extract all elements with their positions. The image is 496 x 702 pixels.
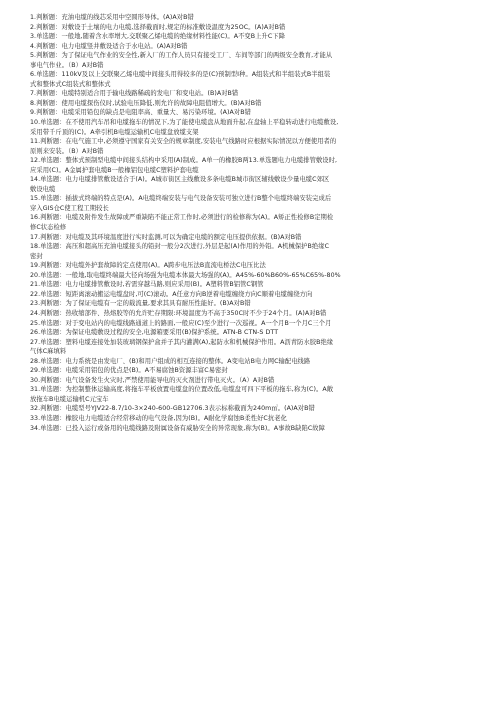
text-line: 22.单选题：短距离滚动搬运电缆盘时,可(C)滚动。A任意方向B逆着电缆缠绕方向C顺着电缆缠绕方向	[30, 290, 313, 298]
text-line: 气体C麻填料	[30, 348, 67, 356]
text-line: 3.单选题：一般地,随着含水率增大,交联聚乙烯电缆的绝缘材料性能(C)。A不变B上升C下降	[30, 33, 285, 41]
text-line: 29.单选题：电缆采用铝包的优点是(B)。A不易腐蚀B资源丰富C易密封	[30, 367, 228, 375]
text-line: 31.单选题：为控制整体运输高度,将拖车平板放置电缆盘的位置改低,电缆盘可四下平板的拖车,称为(C)。A敞	[30, 386, 334, 394]
text-line: 应采用(C)。A金属护套电缆B一般橡铝包电缆C塑料护套电缆	[30, 166, 199, 174]
text-line: 25.单选题：对于变电站内的电缆线路通道上的路面,一般应(C)至少进行一次巡视。A一个月B一个月C三个月	[30, 319, 332, 327]
text-line: 12.单选题：整体式预制型电缆中间接头结构中采用(A)制成。A单一的橡胶B两13.单选题电力电缆排管敷设时,	[30, 157, 338, 165]
text-line: 30.判断题：电气设备发生火灾时,严禁使用能导电的灭火剂进行带电灭火。（A）A对B错	[30, 376, 275, 384]
text-line: 26.单选题：为保证电缆敷设过程的安全,电源箱要采用(B)保护系统。ATN-B CTN-S DTT	[30, 329, 279, 337]
text-line: 6.单选题：110kV及以上交联聚乙烯电缆中间接头用得较多的是(C)预制型I种。A组装式和半组装式B半组装	[30, 71, 331, 79]
text-line: 21.单选题：电力电缆排管敷设时,若需穿越马路,则应采用(B)。A塑料管B铝管C钢管	[30, 281, 264, 289]
text-line: 8.判断题：使用电缆探伤仪时,试验电压降低,则允许的故障电阻值增大。(B)A对B错	[30, 99, 262, 107]
text-line: 2.判断题：对敷设于土壤的电力电缆,选择截面时,规定的标准敷设温度为25OC。(A)A对B错	[30, 23, 286, 31]
text-line: 33.单选题：橡胶电力电缆适合经常移动的电气设备,因为(B)。A耐化学腐蚀B柔性好C抗老化	[30, 414, 287, 422]
text-line: 16.判断题：电缆及附件发生故障或严重缺陷不能正常工作时,必须进行的检修称为(A)。A矫正性检修B定期检	[30, 214, 334, 222]
text-line: 原则来安装。（B）A对B错	[30, 147, 104, 155]
text-line: 采用带千斤顶的(C)。A牵引机B电缆运输机C电缆盘放缆支架	[30, 128, 199, 136]
text-line: 23.判断题：为了保证电缆有一定的载流量,要求其具有耐压性能好。(B)A对B错	[30, 300, 251, 308]
text-line: 式和整体式C组装式和整体式	[30, 80, 111, 88]
text-line: 24.判断题：热收缩部件、热熔胶等的允许贮存期限:环境温度为不高于350C时不少于24个月。(A)A对B错	[30, 309, 327, 317]
text-line: 敷设电缆	[30, 185, 56, 193]
text-line: 4.判断题：电力电缆竖井敷设适合于水电站。(A)A对B错	[30, 42, 188, 50]
text-line: 密封	[30, 252, 43, 260]
text-line: 28.单选题：电力系统是由发电厂、(B)和用户组成的相互连接的整体。A变电站B电力网C输配电线路	[30, 357, 311, 365]
text-line: 放拖车B电缆运输机C元宝车	[30, 395, 109, 403]
text-line: 17.判断题：对电缆及其环境温度进行实时监测,可以为确定电缆的额定电压提供依据。(B)A对B错	[30, 233, 302, 241]
text-line: 11.判断题：在电气施工中,必须遵守国家有关安全的规章制度,安装电气线路时应根据实际情况以方便使用者的	[30, 138, 337, 146]
text-line: 5.判断题：为了保证电气作业的安全性,新入厂的工作人员只有接受工厂、车间等部门的两级安全教育,才能从	[30, 52, 333, 60]
text-line: 34.单选题：已投入运行或备用的电缆线路及附属设备有威胁安全的异常现象,称为(B)。A事故B缺陷C故障	[30, 424, 325, 432]
text-line: 事电气作业。（B）A对B错	[30, 61, 104, 69]
text-line: 穿入GIS仓C使工程工期较长	[30, 204, 109, 212]
text-line: 19.判断题：对电缆外护套故障的定点使用(A)。A跨步电压法B直流电桥法C电压比法	[30, 262, 266, 270]
text-line: 修C状态检修	[30, 224, 67, 232]
text-line: 10.单选题：在不使用汽车吊和电缆拖车的情况下,为了能使电缆盘从地面升起,在盘轴上平稳转动进行电缆敷设,	[30, 119, 339, 127]
text-line: 15.单选题：插拔式终端的特点是(A)。A电缆终端安装与电气设备安装可独立进行B整个电缆终端安装完成后	[30, 195, 332, 203]
text-line: 18.单选题：高压和超高压充油电缆接头的铅封一般分2次进行,外层是起(A)作用的外铅。A机械保护B绝缘C	[30, 243, 330, 251]
text-line: 14.单选题：电力电缆排管敷设适合于(A)。A城市街区主线敷设多条电缆B城市街区辅线敷设少量电缆C郊区	[30, 176, 330, 184]
text-line: 27.单选题：塑料电缆连接处加装玻璃钢保护盒并子其内灌满(A),起防水和机械保护作用。A沥青防水胶B绝缘	[30, 338, 334, 346]
text-line: 9.判断题：电缆采用铅包的缺点是电阻率高、重量大、易污染环境。(A)A对B错	[30, 109, 251, 117]
text-line: 32.判断题：电缆型号YJV22-8.7/10-3×240-600-GB12706.3表示标称截面为240m㎡。(A)A对B错	[30, 405, 315, 413]
text-line: 1.判断题：充油电缆的线芯采用中空圆形导体。(A)A对B错	[30, 14, 194, 21]
text-line: 20.单选题：一般地,取电缆终端最大径向场强为电缆本体最大场强的(A)。A45%-60%B60%-65%C65%-80%	[30, 271, 341, 279]
text-line: 7.判断题：电缆特别适合用于输电线路稀疏的发电厂和变电站。(B)A对B错	[30, 90, 239, 98]
